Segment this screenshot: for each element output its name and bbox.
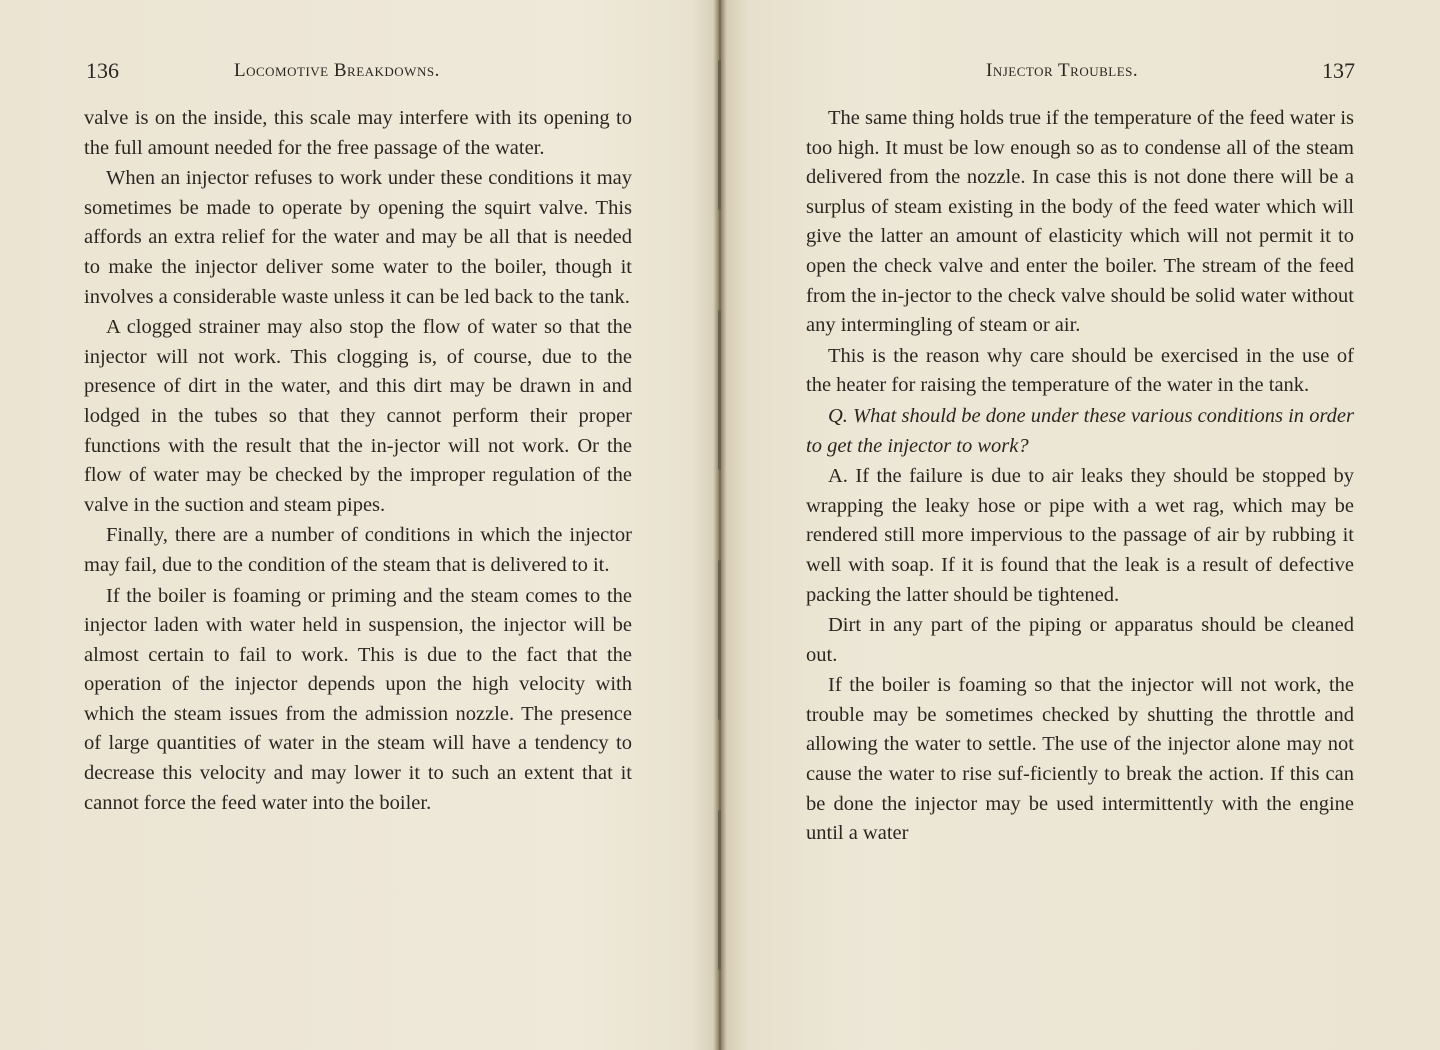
page-body — [806, 104, 1354, 850]
paragraph: Finally, there are a number of conditions in which the injector may fail, due to the condition of the steam that is delivered to it. — [84, 524, 632, 576]
page-number: 136 — [86, 58, 119, 83]
answer-paragraph: A. If the failure is due to air leaks they should be stopped by wrapping the leaky hose or pipe with a wet rag, which may be rendered still more impervious to the passage of air by rubbing it well with soap. If it is found that the leak is a result of defective packing the latter should be tightened. — [806, 465, 1354, 606]
paragraph: This is the reason why care should be exercised in the use of the heater for raising the temperature of the water in the tank. — [806, 344, 1354, 397]
paragraph: A clogged strainer may also stop the flow of water so that the injector will not work. This clogging is, of course, due to the presence of dirt in the water, and this dirt may be drawn in and lodged in the tubes so that they cannot perform their proper functions with the result that the in-jector will not work. Or the flow of water may be checked by the improper regulation of the valve in the suction and steam pipes. — [84, 316, 632, 516]
running-head: Injector Troubles. — [986, 60, 1139, 81]
running-head: Locomotive Breakdowns. — [234, 60, 440, 81]
binding-thread — [718, 60, 721, 210]
binding-thread — [718, 560, 721, 720]
paragraph: If the boiler is foaming or priming and the steam comes to the injector laden with water held in suspension, the injector will be almost certain to fail to work. This is due to the fact that the operation of the injector depends upon the high velocity with which the steam issues from the admission nozzle. The presence of large quantities of water in the steam will have a tendency to decrease this velocity and may lower it to such an extent that it cannot force the feed water into the boiler. — [84, 584, 632, 814]
question-paragraph: Q. What should be done under these various conditions in order to get the injector to work? — [806, 404, 1354, 457]
binding-thread — [718, 810, 721, 970]
binding-thread — [718, 310, 721, 470]
paragraph: If the boiler is foaming so that the injector will not work, the trouble may be sometimes checked by shutting the throttle and allowing the water to settle. The use of the injector alone may not cause the water to rise suf-ficiently to break the action. If this can be done the injector may be used intermittently with the engine until a water — [806, 674, 1354, 845]
paragraph: Dirt in any part of the piping or apparatus should be cleaned out. — [806, 614, 1354, 666]
page-body — [84, 104, 632, 819]
paragraph: When an injector refuses to work under these conditions it may sometimes be made to operate by opening the squirt valve. This affords an extra relief for the water and may be all that is needed to make the injector deliver some water to the boiler, though it involves a considerable waste unless it can be led back to the tank. — [84, 167, 632, 308]
paragraph: The same thing holds true if the temperature of the feed water is too high. It must be low enough so as to condense all of the steam delivered from the nozzle. In case this is not done there will be a surplus of steam existing in the body of the feed water which will give the latter an amount of elasticity which will not permit it to open the check valve and enter the boiler. The stream of the feed from the in-jector to the check valve should be solid water without any intermingling of steam or air. — [806, 107, 1354, 337]
right-page — [722, 0, 1440, 1050]
page-number: 137 — [1322, 58, 1355, 83]
paragraph: valve is on the inside, this scale may interfere with its opening to the full amount needed for the free passage of the water. — [84, 107, 632, 159]
left-page — [0, 0, 718, 1050]
